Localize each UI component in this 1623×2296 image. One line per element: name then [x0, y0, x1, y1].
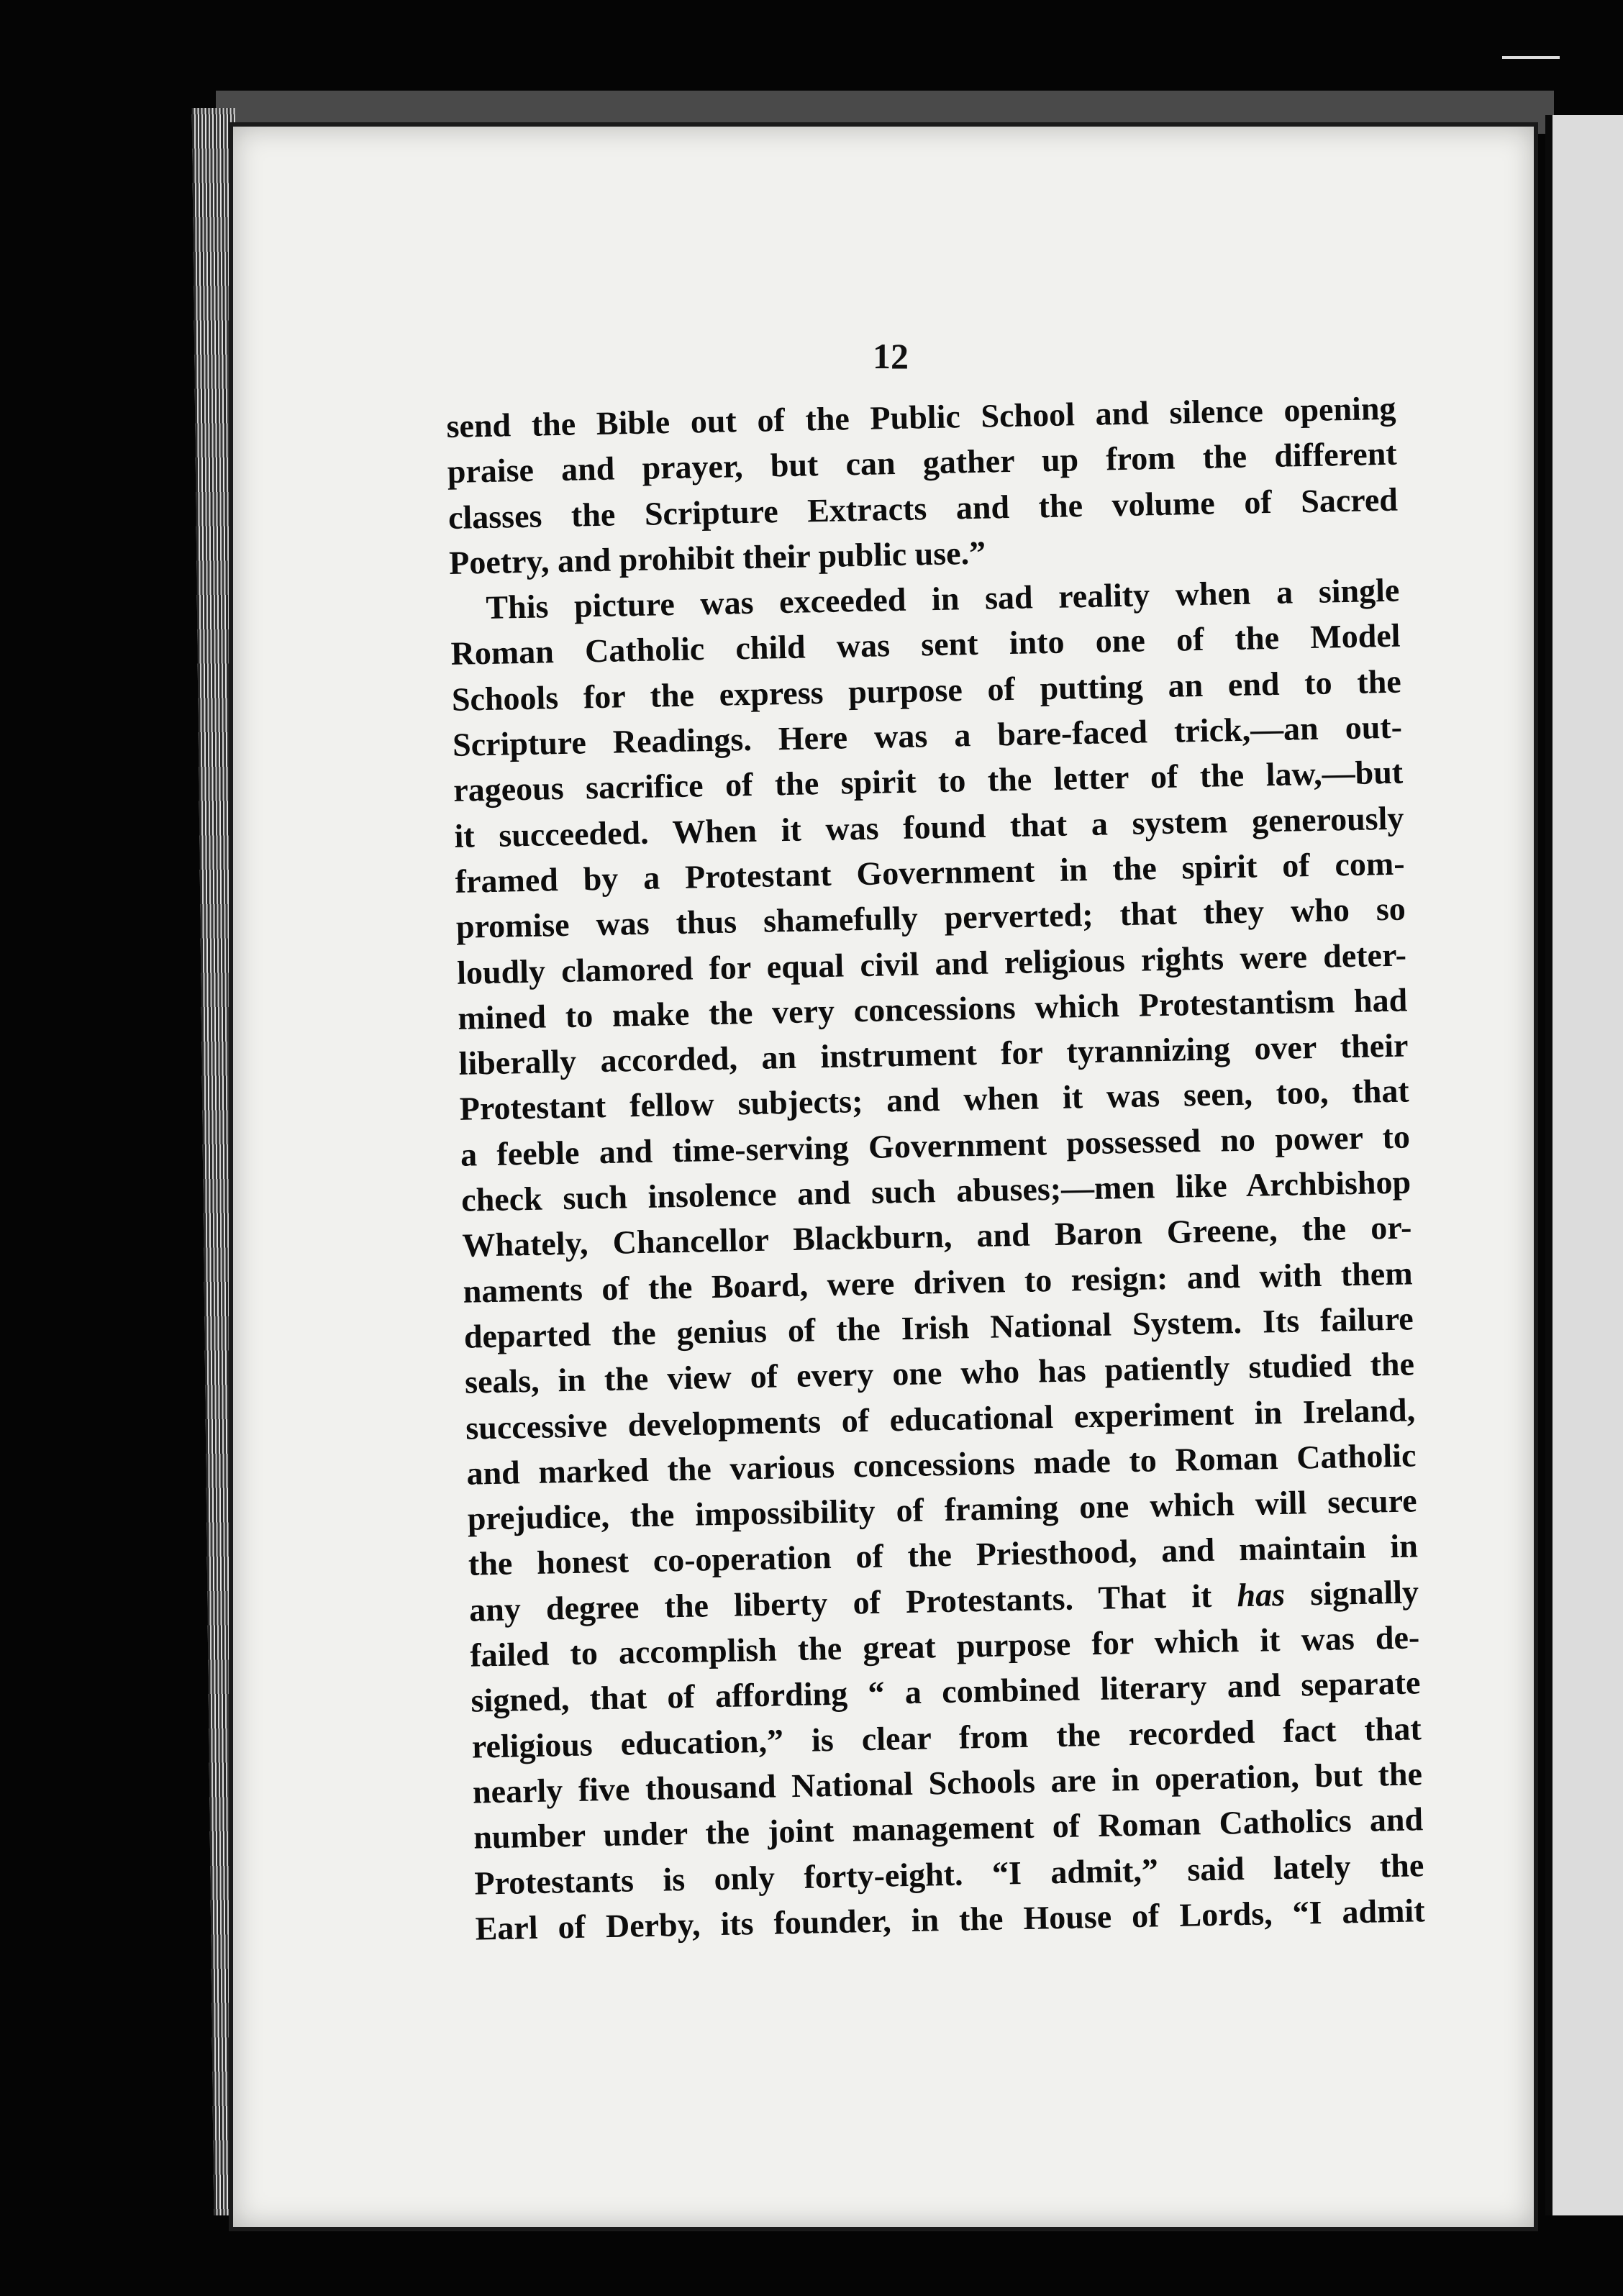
text-line: failed to accomplish the great purpose for which it was de- — [469, 1618, 1420, 1674]
text-line: number under the joint management of Roman Catholics and — [473, 1800, 1424, 1856]
text-line: a feeble and time-serving Government possessed no power to — [460, 1118, 1411, 1173]
text-line: signed, that of affording “ a combined literary and separate — [470, 1664, 1421, 1719]
text-line: mined to make the very concessions which Protestantism had — [457, 981, 1408, 1037]
text-line: classes the Scripture Extracts and the volume of Sacred — [447, 480, 1399, 536]
text-line: Earl of Derby, its founder, in the House of Lords, “I admit — [475, 1892, 1425, 1947]
text-line: check such insolence and such abuses;—men like Archbishop — [460, 1163, 1411, 1218]
italic-word: has — [1236, 1575, 1286, 1613]
text-line: Protestants is only forty-eight. “I admit,” said lately the — [473, 1846, 1424, 1902]
text-line: Schools for the express purpose of putting an end to the — [451, 662, 1402, 718]
scan-corner-mark — [1502, 56, 1560, 66]
text-line: the honest co-operation of the Priesthood, and maintain in — [468, 1527, 1419, 1583]
text-line: loudly clamored for equal civil and religious rights were deter- — [456, 936, 1407, 991]
text-line: praise and prayer, but can gather up from the different — [447, 434, 1398, 491]
text-line: send the Bible out of the Public School and silence opening — [446, 389, 1396, 445]
text-line: naments of the Board, were driven to resign: and with them — [463, 1254, 1413, 1310]
text-line: Scripture Readings. Here was a bare-faced trick,—an out- — [452, 708, 1403, 763]
text-line: seals, in the view of every one who has patiently studied the — [464, 1345, 1415, 1400]
text-line: and marked the various concessions made to Roman Catholic — [466, 1436, 1417, 1492]
text-line: Poetry, and prohibit their public use.” — [448, 534, 986, 581]
page-number: 12 — [873, 336, 909, 376]
text-line: liberally accorded, an instrument for tyrannizing over their — [458, 1026, 1409, 1082]
text-line: departed the genius of the Irish National System. Its failure — [463, 1300, 1414, 1355]
text-line: framed by a Protestant Government in the spirit of com- — [455, 844, 1406, 900]
text-line: This picture was exceeded in sad reality when a single — [485, 571, 1400, 627]
text-line: nearly five thousand National Schools are in operation, but the — [472, 1755, 1423, 1810]
text-line: successive developments of educational experiment in Ireland, — [465, 1390, 1416, 1447]
text-line: religious education,” is clear from the recorded fact that — [471, 1709, 1422, 1765]
text-line: prejudice, the impossibility of framing one which will secure — [467, 1482, 1418, 1537]
text-segment: any degree the liberty of Protestants. That it — [468, 1576, 1237, 1628]
text-line: Whately, Chancellor Blackburn, and Baron Greene, the or- — [461, 1208, 1412, 1265]
text-line: it succeeded. When it was found that a system generously — [454, 799, 1404, 855]
text-segment: signally — [1284, 1573, 1419, 1613]
text-line: Roman Catholic child was sent into one of the Model — [450, 617, 1401, 673]
body-text — [446, 386, 1425, 1951]
text-line: promise was thus shamefully perverted; that they who so — [455, 890, 1406, 946]
book-page — [229, 122, 1538, 2231]
text-line: rageous sacrifice of the spirit to the letter of the law,—but — [453, 753, 1404, 809]
adjacent-page-strip — [1545, 115, 1623, 2215]
text-line: Protestant fellow subjects; and when it was seen, too, that — [459, 1072, 1410, 1128]
